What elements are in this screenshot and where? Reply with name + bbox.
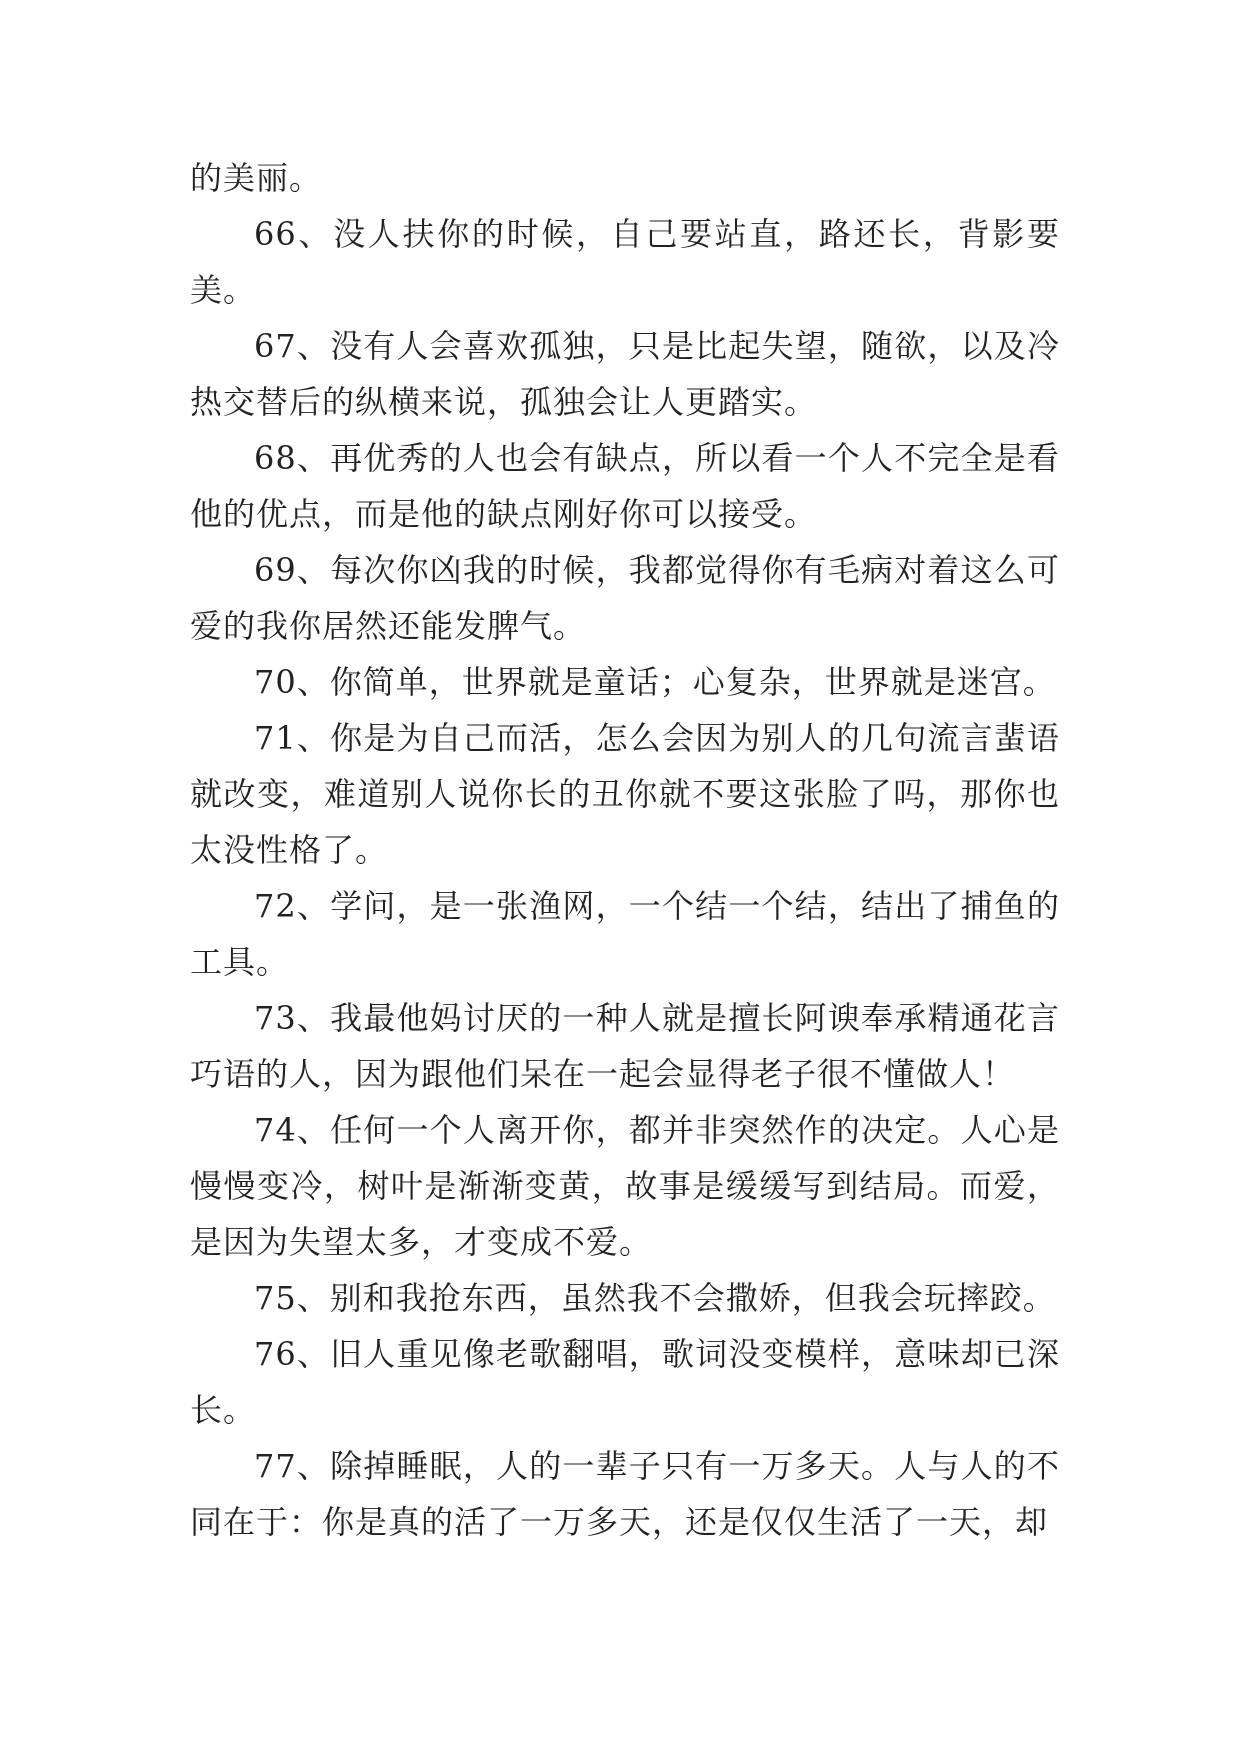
paragraph-73: 73、我最他妈讨厌的一种人就是擅长阿谀奉承精通花言巧语的人，因为跟他们呆在一起会显得老子很不懂做人！ xyxy=(190,999,1060,1093)
paragraph-77: 77、除掉睡眠，人的一辈子只有一万多天。人与人的不同在于：你是真的活了一万多天，还是仅仅生活了一天，却 xyxy=(190,1447,1060,1541)
paragraph-75: 75、别和我抢东西，虽然我不会撒娇，但我会玩摔跤。 xyxy=(254,1279,1056,1317)
paragraph-68: 68、再优秀的人也会有缺点，所以看一个人不完全是看他的优点，而是他的缺点刚好你可以接受。 xyxy=(190,439,1060,533)
paragraph-70: 70、你简单，世界就是童话；心复杂，世界就是迷宫。 xyxy=(254,663,1056,701)
paragraph-74: 74、任何一个人离开你，都并非突然作的决定。人心是慢慢变冷，树叶是渐渐变黄，故事是缓缓写到结局。而爱，是因为失望太多，才变成不爱。 xyxy=(190,1111,1060,1261)
paragraph-67: 67、没有人会喜欢孤独，只是比起失望，随欲，以及冷热交替后的纵横来说，孤独会让人更踏实。 xyxy=(190,327,1060,421)
paragraph-69: 69、每次你凶我的时候，我都觉得你有毛病对着这么可爱的我你居然还能发脾气。 xyxy=(190,551,1060,645)
paragraph-76: 76、旧人重见像老歌翻唱，歌词没变模样，意味却已深长。 xyxy=(190,1335,1060,1429)
paragraph-71: 71、你是为自己而活，怎么会因为别人的几句流言蜚语就改变，难道别人说你长的丑你就不要这张脸了吗，那你也太没性格了。 xyxy=(190,719,1060,869)
paragraph-66: 66、没人扶你的时候，自己要站直，路还长，背影要美。 xyxy=(190,215,1060,309)
document-body xyxy=(190,150,1060,1550)
paragraph-continuation: 的美丽。 xyxy=(190,159,323,197)
paragraph-72: 72、学问，是一张渔网，一个结一个结，结出了捕鱼的工具。 xyxy=(190,887,1060,981)
